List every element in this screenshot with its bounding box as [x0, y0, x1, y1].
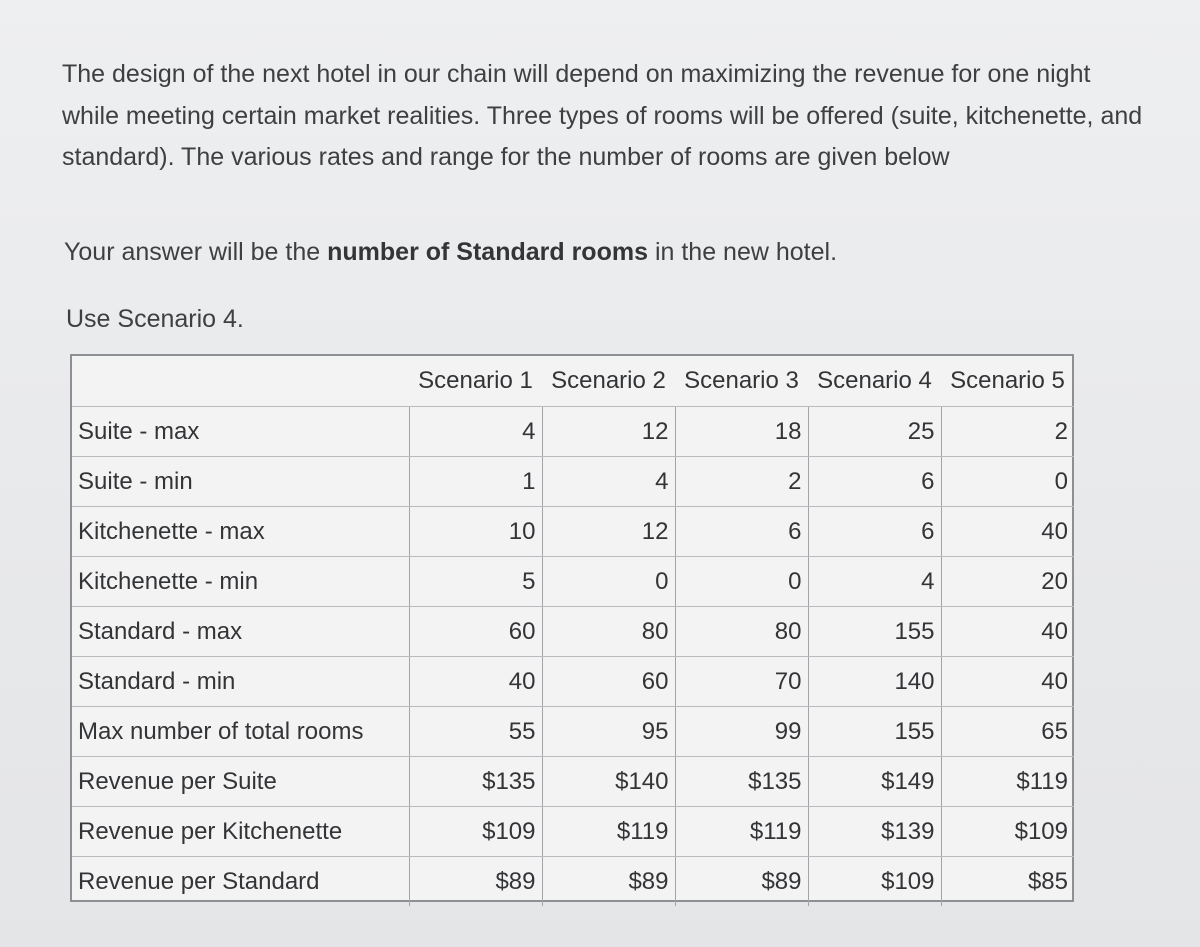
header-scenario-4: Scenario 4: [808, 356, 941, 407]
cell-scenario-1: 1: [409, 457, 542, 507]
table-header-row: [72, 356, 1074, 407]
instruction-bold-text: number of Standard rooms: [327, 238, 648, 266]
table-row: [72, 557, 1074, 607]
cell-scenario-2: $89: [542, 857, 675, 907]
cell-scenario-3: 18: [675, 407, 808, 457]
cell-scenario-4: $139: [808, 807, 941, 857]
row-label: Suite - min: [72, 457, 409, 507]
header-scenario-5: Scenario 5: [941, 356, 1074, 407]
table-row: [72, 757, 1074, 807]
cell-scenario-5: $119: [941, 757, 1074, 807]
cell-scenario-1: 60: [409, 607, 542, 657]
cell-scenario-1: 4: [409, 407, 542, 457]
cell-scenario-5: $109: [941, 807, 1074, 857]
table-row: [72, 607, 1074, 657]
cell-scenario-2: 95: [542, 707, 675, 757]
cell-scenario-2: $140: [542, 757, 675, 807]
cell-scenario-4: 6: [808, 457, 941, 507]
problem-intro-text: The design of the next hotel in our chain will depend on maximizing the revenue for one night while meeting certain market realities. Three types of rooms will be offered (suite, kitchenette, and standard). The various rates and range for the number of rooms are given below: [62, 60, 1143, 171]
row-label: Kitchenette - max: [72, 507, 409, 557]
row-label: Revenue per Kitchenette: [72, 807, 409, 857]
table-row: [72, 707, 1074, 757]
cell-scenario-4: $149: [808, 757, 941, 807]
cell-scenario-1: 5: [409, 557, 542, 607]
cell-scenario-2: 12: [542, 407, 675, 457]
cell-scenario-3: 0: [675, 557, 808, 607]
cell-scenario-5: 0: [941, 457, 1074, 507]
table-row: [72, 807, 1074, 857]
cell-scenario-1: 10: [409, 507, 542, 557]
cell-scenario-3: 70: [675, 657, 808, 707]
scenario-table: [70, 354, 1074, 902]
cell-scenario-4: 6: [808, 507, 941, 557]
cell-scenario-1: $89: [409, 857, 542, 907]
cell-scenario-2: 12: [542, 507, 675, 557]
cell-scenario-3: $135: [675, 757, 808, 807]
row-label: Revenue per Suite: [72, 757, 409, 807]
cell-scenario-5: 40: [941, 657, 1074, 707]
row-label: Standard - min: [72, 657, 409, 707]
cell-scenario-2: 0: [542, 557, 675, 607]
cell-scenario-3: 80: [675, 607, 808, 657]
cell-scenario-4: $109: [808, 857, 941, 907]
cell-scenario-2: $119: [542, 807, 675, 857]
cell-scenario-1: 40: [409, 657, 542, 707]
cell-scenario-3: $119: [675, 807, 808, 857]
cell-scenario-3: 2: [675, 457, 808, 507]
cell-scenario-5: $85: [1027, 867, 1068, 895]
cell-scenario-1: $135: [409, 757, 542, 807]
table-row: [72, 507, 1074, 557]
table-row: [72, 457, 1074, 507]
table-row: [72, 857, 1074, 907]
cell-scenario-5: 65: [941, 707, 1074, 757]
cell-scenario-1: $109: [409, 807, 542, 857]
cell-scenario-5: 20: [941, 557, 1074, 607]
cell-scenario-4: 155: [808, 607, 941, 657]
cell-scenario-3: 6: [675, 507, 808, 557]
cell-scenario-4: 155: [808, 707, 941, 757]
cell-scenario-4: 4: [808, 557, 941, 607]
header-scenario-1: Scenario 1: [409, 356, 542, 407]
header-blank-cell: [72, 356, 409, 407]
scenario-data-table: [72, 356, 1074, 906]
table-row: [72, 407, 1074, 457]
header-scenario-3: Scenario 3: [675, 356, 808, 407]
cell-scenario-2: 60: [542, 657, 675, 707]
row-label: Suite - max: [72, 407, 409, 457]
scenario-note: Use Scenario 4.: [66, 305, 244, 333]
row-label: Kitchenette - min: [72, 557, 409, 607]
cell-scenario-2: 80: [542, 607, 675, 657]
cell-scenario-2: 4: [542, 457, 675, 507]
instruction-text-before: Your answer will be the: [64, 238, 328, 266]
cell-scenario-1: 55: [409, 707, 542, 757]
header-scenario-2: Scenario 2: [542, 356, 675, 407]
cell-scenario-4: 25: [808, 407, 941, 457]
table-body: [72, 407, 1074, 907]
row-label: Max number of total rooms: [72, 707, 409, 757]
cell-scenario-5: 2: [941, 407, 1074, 457]
answer-instruction: [64, 238, 837, 267]
table-row: [72, 657, 1074, 707]
instruction-text-after: in the new hotel.: [648, 238, 838, 266]
cell-scenario-5: 40: [941, 607, 1074, 657]
cell-scenario-4: 140: [808, 657, 941, 707]
cell-scenario-5: 40: [941, 507, 1074, 557]
cell-scenario-3: 99: [675, 707, 808, 757]
cell-scenario-3: $89: [675, 857, 808, 907]
row-label: Revenue per Standard: [72, 857, 409, 907]
row-label: Standard - max: [72, 607, 409, 657]
